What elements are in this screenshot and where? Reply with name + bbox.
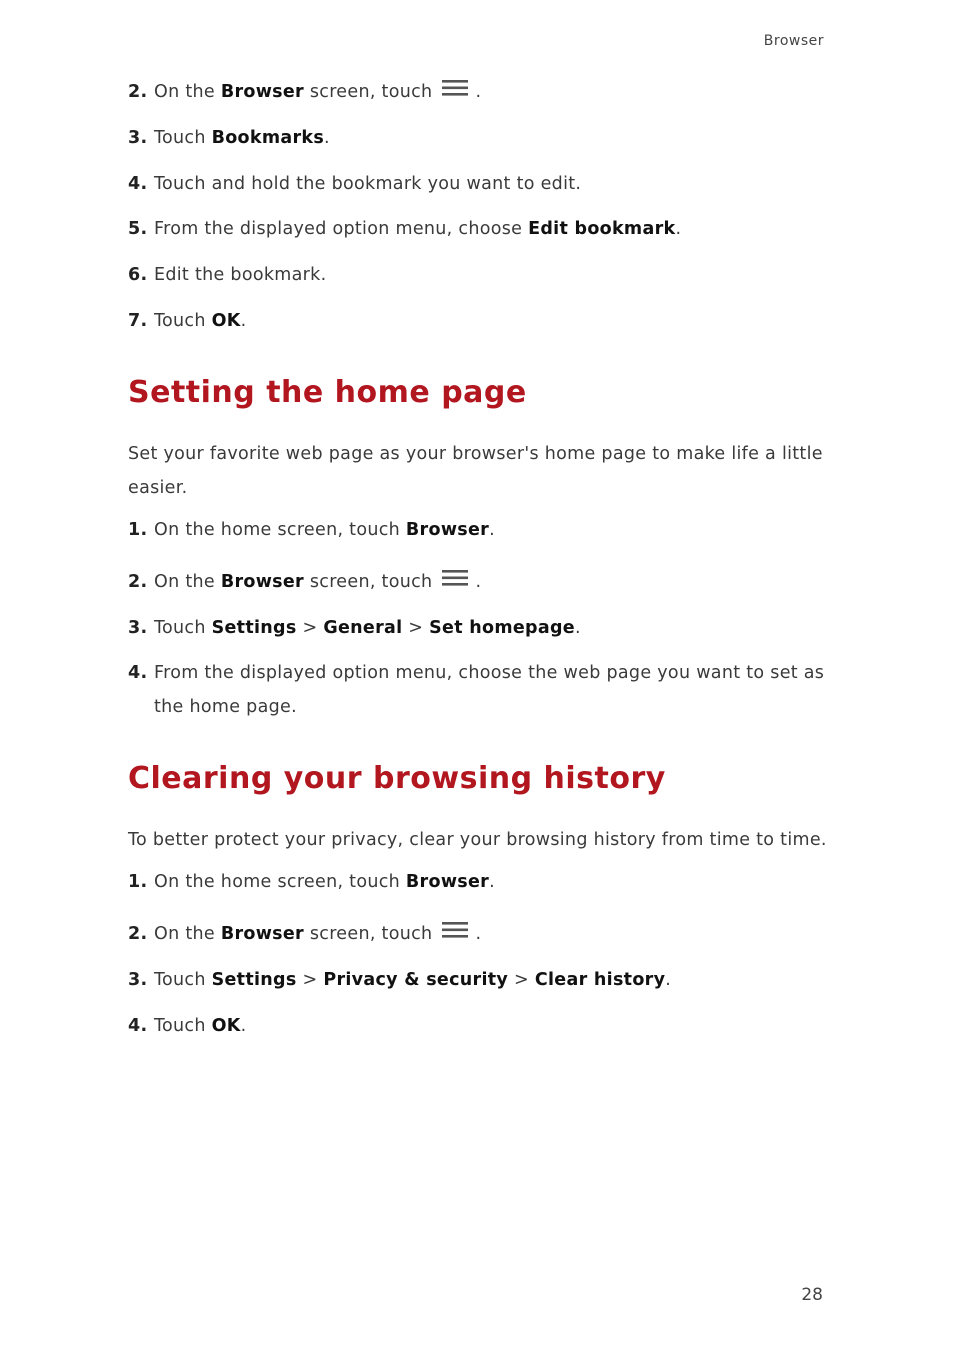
page-number: 28 xyxy=(801,1285,823,1305)
step-number: 4. xyxy=(128,1016,148,1036)
section-heading-home-page: Setting the home page xyxy=(128,375,527,410)
menu-icon xyxy=(440,921,470,939)
step-number: 2. xyxy=(128,82,148,102)
step-number: 3. xyxy=(128,970,148,990)
step-text: On the xyxy=(154,572,221,592)
section-heading-clear-history: Clearing your browsing history xyxy=(128,761,666,796)
step-end: . xyxy=(240,311,247,331)
path-separator: > xyxy=(296,618,324,638)
history-step-4 xyxy=(128,1009,247,1043)
step-text: screen, touch xyxy=(304,82,433,102)
step-end: . xyxy=(675,219,682,239)
step-end: . xyxy=(475,572,482,592)
step-text: Touch xyxy=(154,311,212,331)
step-text: On the home screen, touch xyxy=(154,872,406,892)
set-homepage-label: Set homepage xyxy=(429,618,575,638)
step-bold: Edit bookmark xyxy=(528,219,676,239)
step-text: Edit the bookmark. xyxy=(154,265,327,285)
step-bold: Browser xyxy=(220,82,304,102)
step-bold: Browser xyxy=(220,924,304,944)
step-bold: Browser xyxy=(405,872,490,892)
step-text: Touch xyxy=(154,128,212,148)
home-step-4 xyxy=(128,656,824,724)
general-label: General xyxy=(323,618,403,638)
step-number: 4. xyxy=(128,174,148,194)
intro-line: Set your favorite web page as your browser's home page to make life a little xyxy=(128,444,823,464)
edit-step-4 xyxy=(128,167,581,201)
step-end: . xyxy=(475,924,482,944)
step-text: screen, touch xyxy=(304,924,433,944)
home-intro-paragraph xyxy=(128,437,828,505)
step-text: Touch and hold the bookmark you want to edit. xyxy=(154,174,582,194)
step-text: Touch xyxy=(154,970,212,990)
step-bold: OK xyxy=(211,311,241,331)
step-number: 6. xyxy=(128,265,148,285)
step-bold: Bookmarks xyxy=(211,128,325,148)
step-number: 7. xyxy=(128,311,148,331)
step-number: 4. xyxy=(128,663,148,683)
history-step-3 xyxy=(128,963,671,997)
clear-history-label: Clear history xyxy=(534,970,666,990)
path-separator: > xyxy=(296,970,324,990)
home-step-2 xyxy=(128,565,481,599)
edit-step-3 xyxy=(128,121,330,155)
step-number: 5. xyxy=(128,219,148,239)
step-end: . xyxy=(240,1016,247,1036)
step-end: . xyxy=(665,970,672,990)
edit-step-2 xyxy=(128,75,481,109)
edit-step-5 xyxy=(128,212,681,246)
step-number: 1. xyxy=(128,872,148,892)
step-number: 3. xyxy=(128,128,148,148)
menu-icon xyxy=(440,569,470,587)
step-end: . xyxy=(574,618,581,638)
settings-label: Settings xyxy=(211,618,297,638)
path-separator: > xyxy=(402,618,430,638)
step-number: 2. xyxy=(128,572,148,592)
home-step-1 xyxy=(128,513,495,547)
step-text: On the xyxy=(154,924,221,944)
step-text: On the xyxy=(154,82,221,102)
step-text: On the home screen, touch xyxy=(154,520,406,540)
settings-label: Settings xyxy=(211,970,297,990)
step-text: Touch xyxy=(154,618,212,638)
history-intro-paragraph: To better protect your privacy, clear your browsing history from time to time. xyxy=(128,830,827,850)
home-step-3 xyxy=(128,611,581,645)
menu-icon xyxy=(440,79,470,97)
step-text-continued: the home page. xyxy=(154,697,297,717)
step-bold: Browser xyxy=(405,520,490,540)
history-step-2 xyxy=(128,917,481,951)
step-number: 2. xyxy=(128,924,148,944)
step-text: screen, touch xyxy=(304,572,433,592)
running-header: Browser xyxy=(763,33,824,49)
history-step-1 xyxy=(128,865,495,899)
step-number: 1. xyxy=(128,520,148,540)
edit-step-6 xyxy=(128,258,326,292)
step-text: Touch xyxy=(154,1016,212,1036)
step-end: . xyxy=(489,872,495,892)
path-separator: > xyxy=(508,970,535,990)
step-bold: Browser xyxy=(220,572,304,592)
privacy-security-label: Privacy & security xyxy=(323,970,509,990)
step-number: 3. xyxy=(128,618,148,638)
step-end: . xyxy=(324,128,330,148)
step-end: . xyxy=(475,82,482,102)
step-text: From the displayed option menu, choose xyxy=(154,219,529,239)
step-bold: OK xyxy=(211,1016,241,1036)
step-text: From the displayed option menu, choose the web page you want to set as xyxy=(154,663,825,683)
step-end: . xyxy=(489,520,495,540)
intro-line: easier. xyxy=(128,478,188,498)
edit-step-7 xyxy=(128,304,247,338)
